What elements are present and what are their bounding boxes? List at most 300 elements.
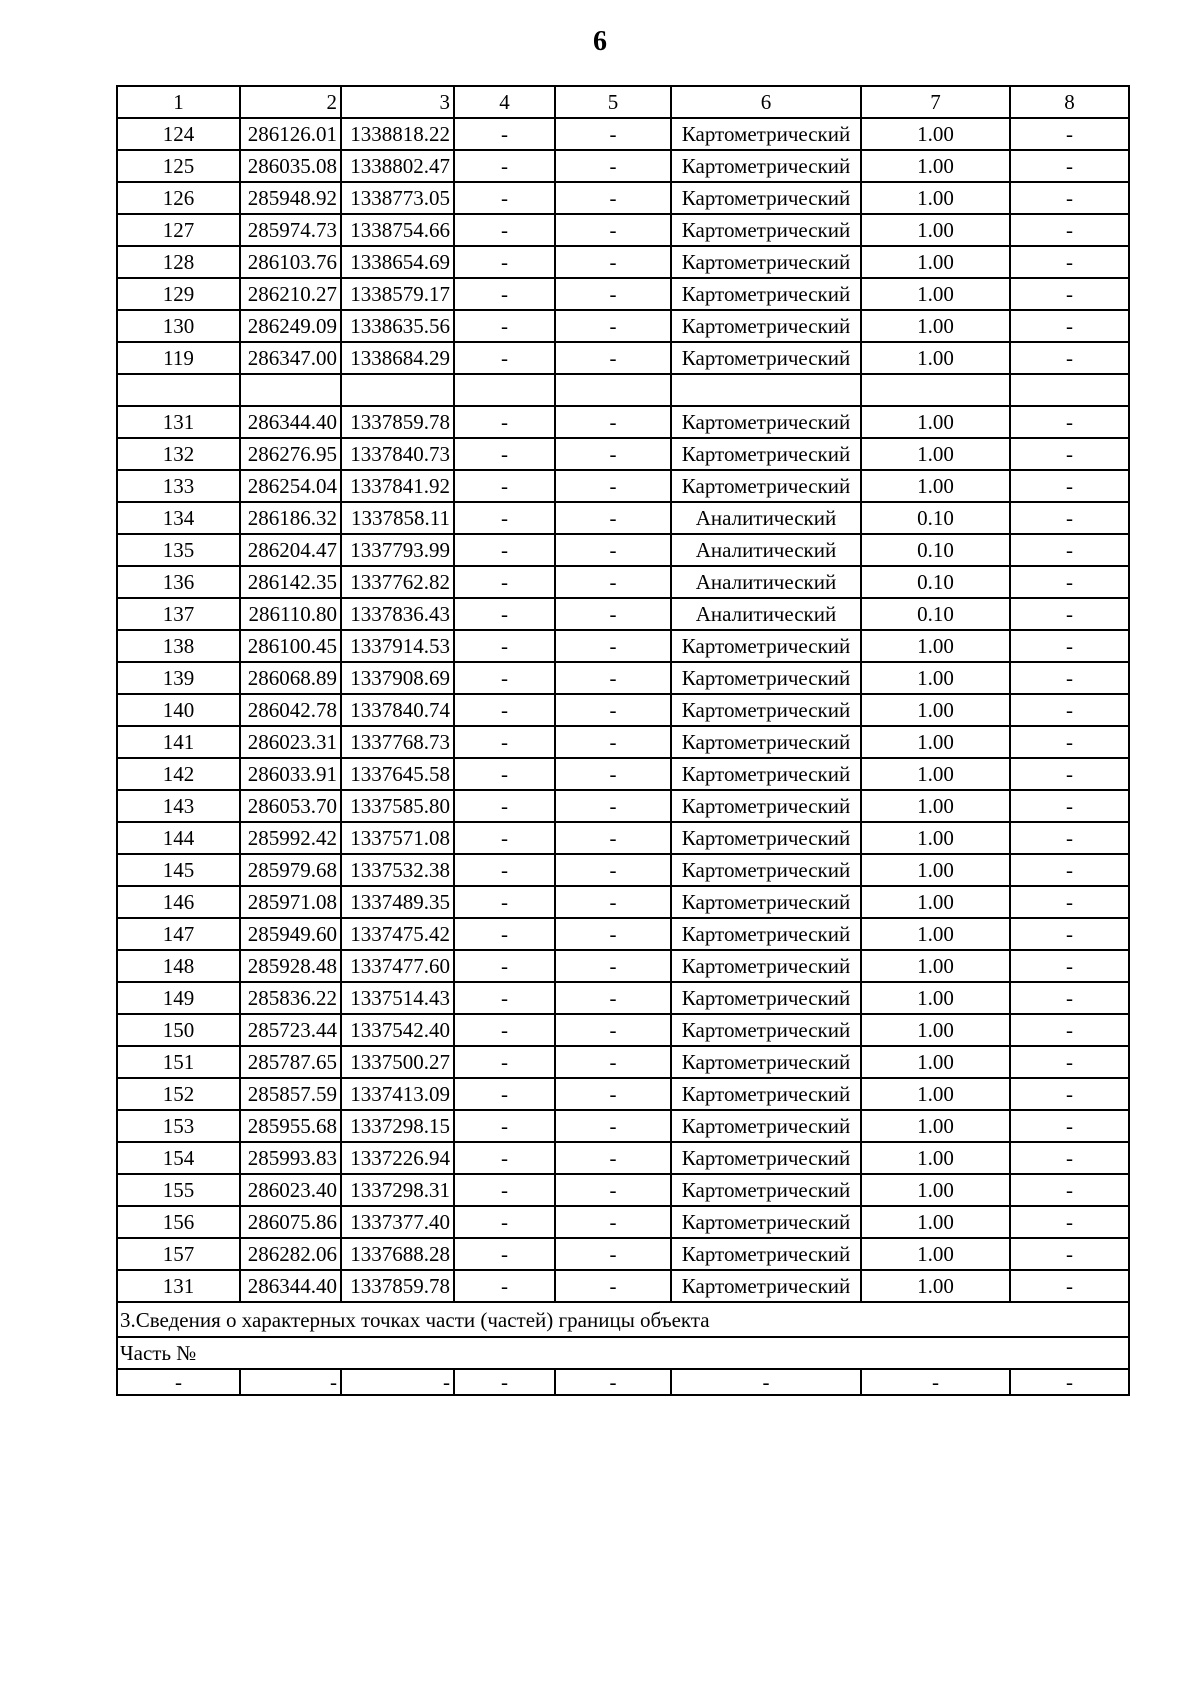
table-cell: 286344.40 [240,406,341,438]
table-cell: - [454,1046,555,1078]
table-cell: - [454,1142,555,1174]
table-cell: 129 [117,278,240,310]
table-cell: 1.00 [861,886,1010,918]
table-cell: - [454,470,555,502]
table-cell: - [1010,470,1129,502]
table-cell: 153 [117,1110,240,1142]
table-row [117,1369,1129,1395]
table-row [117,150,1129,182]
table-cell: 1.00 [861,470,1010,502]
table-cell: 1.00 [861,1270,1010,1302]
table-cell [555,374,671,406]
table-cell: 1.00 [861,1206,1010,1238]
table-cell: 1337914.53 [341,630,454,662]
table-cell: 1.00 [861,406,1010,438]
table-cell: 1338635.56 [341,310,454,342]
table-cell: - [1010,310,1129,342]
table-cell: 1337793.99 [341,534,454,566]
table-cell [117,374,240,406]
table-cell: 286053.70 [240,790,341,822]
table-cell: Картометрический [671,1238,861,1270]
table-cell: 285979.68 [240,854,341,886]
table-cell: - [1010,758,1129,790]
table-cell: 1.00 [861,1174,1010,1206]
table-cell: 286042.78 [240,694,341,726]
table-cell: 133 [117,470,240,502]
table-cell: - [1010,1206,1129,1238]
table-cell: 131 [117,1270,240,1302]
table-cell: - [555,438,671,470]
table-cell: Картометрический [671,1014,861,1046]
table-cell: - [555,1110,671,1142]
table-row [117,1238,1129,1270]
table-cell: 148 [117,950,240,982]
table-cell: Аналитический [671,566,861,598]
table-cell: 1337688.28 [341,1238,454,1270]
table-cell: 5 [555,86,671,118]
table-cell: - [555,694,671,726]
table-cell: 1337841.92 [341,470,454,502]
table-cell: 286103.76 [240,246,341,278]
table-cell: 1337514.43 [341,982,454,1014]
table-cell: - [555,886,671,918]
table-cell: - [454,150,555,182]
table-row [117,438,1129,470]
table-cell: 1.00 [861,118,1010,150]
table-cell: 285974.73 [240,214,341,246]
table-cell: 1.00 [861,342,1010,374]
table-cell: 286347.00 [240,342,341,374]
table-cell: 1338684.29 [341,342,454,374]
table-row [117,502,1129,534]
table-cell: - [555,1014,671,1046]
table-cell: 0.10 [861,534,1010,566]
table-cell: 137 [117,598,240,630]
table-cell: 286276.95 [240,438,341,470]
table-cell: - [555,1238,671,1270]
table-cell [454,374,555,406]
table-cell: 132 [117,438,240,470]
table-row [117,342,1129,374]
table-cell: - [454,1369,555,1395]
table-cell: Картометрический [671,1142,861,1174]
table-cell: 1338818.22 [341,118,454,150]
table-cell: 157 [117,1238,240,1270]
table-cell: - [861,1369,1010,1395]
table-cell: - [454,342,555,374]
table-cell: Картометрический [671,438,861,470]
table-cell: - [555,246,671,278]
table-row [117,470,1129,502]
table-cell: - [1010,406,1129,438]
table-cell: - [1010,1078,1129,1110]
table-cell: - [454,694,555,726]
table-cell: - [555,342,671,374]
section-row [117,1302,1129,1337]
table-row [117,534,1129,566]
table-cell: - [555,118,671,150]
table-cell: Картометрический [671,406,861,438]
table-cell: Картометрический [671,342,861,374]
table-cell: - [555,1206,671,1238]
table-cell: 1.00 [861,438,1010,470]
table-cell: - [671,1369,861,1395]
table-row [117,1110,1129,1142]
table-row [117,1174,1129,1206]
table-cell: - [555,790,671,822]
table-cell: 119 [117,342,240,374]
table-cell: - [1010,118,1129,150]
table-cell: - [454,406,555,438]
table-cell: 1338802.47 [341,150,454,182]
table-cell: - [555,918,671,950]
table-cell: - [555,854,671,886]
table-cell: - [454,630,555,662]
table-cell: - [454,310,555,342]
table-row [117,246,1129,278]
table-cell: 285787.65 [240,1046,341,1078]
table-cell: 154 [117,1142,240,1174]
table-cell: 285723.44 [240,1014,341,1046]
table-cell: - [1010,1046,1129,1078]
table-row [117,630,1129,662]
table-cell: 136 [117,566,240,598]
table-cell: - [454,1238,555,1270]
table-cell: - [454,1078,555,1110]
table-cell: 285948.92 [240,182,341,214]
table-cell: Картометрический [671,854,861,886]
table-cell: Картометрический [671,1078,861,1110]
table-cell: 286204.47 [240,534,341,566]
table-cell: 1338773.05 [341,182,454,214]
table-cell: - [555,630,671,662]
table-row [117,726,1129,758]
table-cell: Аналитический [671,534,861,566]
table-cell: - [1010,822,1129,854]
table-cell: 286100.45 [240,630,341,662]
table-header-row [117,86,1129,118]
table-row [117,406,1129,438]
table-cell: 1337489.35 [341,886,454,918]
table-cell: 285992.42 [240,822,341,854]
table-cell: 285955.68 [240,1110,341,1142]
table-cell: - [454,1110,555,1142]
table-cell: 286023.31 [240,726,341,758]
table-cell: - [454,1270,555,1302]
table-cell: 144 [117,822,240,854]
table-row [117,118,1129,150]
table-cell: - [1010,982,1129,1014]
table-cell: 1.00 [861,726,1010,758]
table-cell: 156 [117,1206,240,1238]
table-cell: 141 [117,726,240,758]
table-cell [861,374,1010,406]
table-cell: 285836.22 [240,982,341,1014]
table-cell: - [1010,342,1129,374]
table-cell: - [454,278,555,310]
table-row [117,854,1129,886]
table-cell: 1337542.40 [341,1014,454,1046]
table-cell: - [454,246,555,278]
table-body [117,86,1129,1395]
table-cell: - [555,1142,671,1174]
table-cell: 1337859.78 [341,406,454,438]
table-cell: 1.00 [861,1238,1010,1270]
table-cell: - [454,502,555,534]
table-cell: 1337475.42 [341,918,454,950]
table-cell: 1337859.78 [341,1270,454,1302]
table-cell: 0.10 [861,502,1010,534]
table-cell: - [555,566,671,598]
table-row [117,982,1129,1014]
table-cell: 1.00 [861,950,1010,982]
table-cell: 1.00 [861,790,1010,822]
table-cell: 126 [117,182,240,214]
table-cell: 1.00 [861,310,1010,342]
table-cell: - [454,822,555,854]
table-cell: Картометрический [671,918,861,950]
table-cell: - [555,758,671,790]
table-row [117,374,1129,406]
table-cell [1010,374,1129,406]
table-cell: - [454,182,555,214]
table-cell: - [555,406,671,438]
table-cell: - [1010,278,1129,310]
table-cell: - [1010,1142,1129,1174]
table-cell: 146 [117,886,240,918]
coordinates-table [116,85,1130,1396]
table-cell: 1338579.17 [341,278,454,310]
table-cell: - [555,822,671,854]
table-cell: - [454,1174,555,1206]
table-cell: - [555,502,671,534]
table-cell: Картометрический [671,310,861,342]
table-cell: 7 [861,86,1010,118]
table-cell: 1337500.27 [341,1046,454,1078]
table-cell: - [1010,566,1129,598]
table-cell: 147 [117,918,240,950]
table-cell: 1.00 [861,1110,1010,1142]
table-cell: 1.00 [861,822,1010,854]
table-cell: - [454,118,555,150]
table-cell: 1337836.43 [341,598,454,630]
table-cell: - [555,1174,671,1206]
table-cell: - [1010,950,1129,982]
table-cell: 1.00 [861,1014,1010,1046]
table-cell: - [555,982,671,1014]
table-cell: - [1010,694,1129,726]
table-cell: - [240,1369,341,1395]
table-cell: 0.10 [861,566,1010,598]
table-cell: 1337645.58 [341,758,454,790]
page-number: 6 [593,26,607,57]
table-cell: 139 [117,662,240,694]
table-cell: 286282.06 [240,1238,341,1270]
table-cell: 138 [117,630,240,662]
table-cell: Картометрический [671,790,861,822]
table-cell: - [1010,854,1129,886]
table-cell: Картометрический [671,630,861,662]
table-cell: - [1010,214,1129,246]
table-cell: 3 [341,86,454,118]
table-cell: - [1010,246,1129,278]
table-row [117,1142,1129,1174]
table-cell: - [1010,726,1129,758]
table-cell: - [555,310,671,342]
table-row [117,310,1129,342]
table-cell: - [1010,790,1129,822]
table-cell: 286249.09 [240,310,341,342]
table-cell: - [454,950,555,982]
table-cell: 1338654.69 [341,246,454,278]
table-cell: - [1010,182,1129,214]
table-cell: 285971.08 [240,886,341,918]
table-cell: 149 [117,982,240,1014]
table-cell: 286186.32 [240,502,341,534]
table-cell: Картометрический [671,182,861,214]
table-cell [341,374,454,406]
table-row [117,822,1129,854]
table-cell: - [555,950,671,982]
table-cell: 1.00 [861,1142,1010,1174]
table-cell: Картометрический [671,758,861,790]
table-row [117,214,1129,246]
table-cell: 1.00 [861,662,1010,694]
table-cell: 286035.08 [240,150,341,182]
table-cell: Картометрический [671,1046,861,1078]
table-cell: 6 [671,86,861,118]
table-cell: 1337908.69 [341,662,454,694]
table-cell: 286075.86 [240,1206,341,1238]
table-cell: Картометрический [671,886,861,918]
table-cell: - [555,182,671,214]
table-cell: 152 [117,1078,240,1110]
table-cell: 286068.89 [240,662,341,694]
table-cell: 285993.83 [240,1142,341,1174]
table-cell [240,374,341,406]
table-cell: 1337571.08 [341,822,454,854]
table-cell: - [555,150,671,182]
table-cell: 1337226.94 [341,1142,454,1174]
table-cell: Картометрический [671,214,861,246]
table-cell: - [454,534,555,566]
table-cell: 1338754.66 [341,214,454,246]
table-cell: - [1010,1110,1129,1142]
table-cell: 8 [1010,86,1129,118]
table-cell: - [555,278,671,310]
table-cell: - [454,438,555,470]
table-cell: Картометрический [671,150,861,182]
table-cell: 286344.40 [240,1270,341,1302]
table-cell: 286033.91 [240,758,341,790]
table-row [117,694,1129,726]
table-cell: 131 [117,406,240,438]
table-cell: - [555,598,671,630]
table-cell: 1337477.60 [341,950,454,982]
table-cell: - [555,1046,671,1078]
table-cell: 1337298.15 [341,1110,454,1142]
table-cell: - [454,214,555,246]
table-cell: 1.00 [861,630,1010,662]
table-cell: 1337840.74 [341,694,454,726]
table-cell: 124 [117,118,240,150]
table-cell: 1.00 [861,854,1010,886]
table-cell: Картометрический [671,246,861,278]
table-cell: 134 [117,502,240,534]
table-cell: 1.00 [861,150,1010,182]
table-cell: 2 [240,86,341,118]
table-cell: 1337762.82 [341,566,454,598]
table-cell: 1.00 [861,182,1010,214]
table-row [117,1046,1129,1078]
table-cell: 145 [117,854,240,886]
table-cell: Аналитический [671,598,861,630]
table-row [117,886,1129,918]
table-cell: - [555,726,671,758]
table-cell: 286210.27 [240,278,341,310]
table-cell: - [454,886,555,918]
table-cell: Картометрический [671,694,861,726]
table-cell [671,374,861,406]
table-row [117,950,1129,982]
table-cell: - [454,982,555,1014]
table-cell: 1.00 [861,1078,1010,1110]
table-cell: Картометрический [671,1270,861,1302]
part-row [117,1337,1129,1369]
table-cell: - [1010,438,1129,470]
table-cell: 140 [117,694,240,726]
table-cell: Картометрический [671,118,861,150]
table-cell: Картометрический [671,950,861,982]
table-row [117,918,1129,950]
table-cell: 127 [117,214,240,246]
table-cell: - [555,214,671,246]
table-cell: 1.00 [861,1046,1010,1078]
table-cell: 285857.59 [240,1078,341,1110]
table-cell: Картометрический [671,278,861,310]
table-cell: - [1010,598,1129,630]
table-row [117,1270,1129,1302]
table-cell: 1.00 [861,982,1010,1014]
table-cell: 1337768.73 [341,726,454,758]
table-cell: - [454,1014,555,1046]
table-cell: - [454,662,555,694]
table-cell: - [1010,886,1129,918]
table-cell: 1337413.09 [341,1078,454,1110]
table-cell: 1.00 [861,278,1010,310]
table-cell: 143 [117,790,240,822]
table-row [117,278,1129,310]
table-cell: - [1010,1014,1129,1046]
table-cell: - [1010,150,1129,182]
table-cell: 1337585.80 [341,790,454,822]
table-cell: 285949.60 [240,918,341,950]
table-cell: Картометрический [671,822,861,854]
table-cell: - [117,1369,240,1395]
table-cell: Картометрический [671,662,861,694]
table-cell: 1.00 [861,214,1010,246]
table-cell: 286023.40 [240,1174,341,1206]
table-cell: 1337532.38 [341,854,454,886]
table-cell: 1.00 [861,758,1010,790]
table-cell: - [454,854,555,886]
table-cell: 135 [117,534,240,566]
table-cell: 151 [117,1046,240,1078]
table-cell: Картометрический [671,1174,861,1206]
table-cell: - [1010,502,1129,534]
table-cell: 1.00 [861,694,1010,726]
table-cell: - [454,566,555,598]
